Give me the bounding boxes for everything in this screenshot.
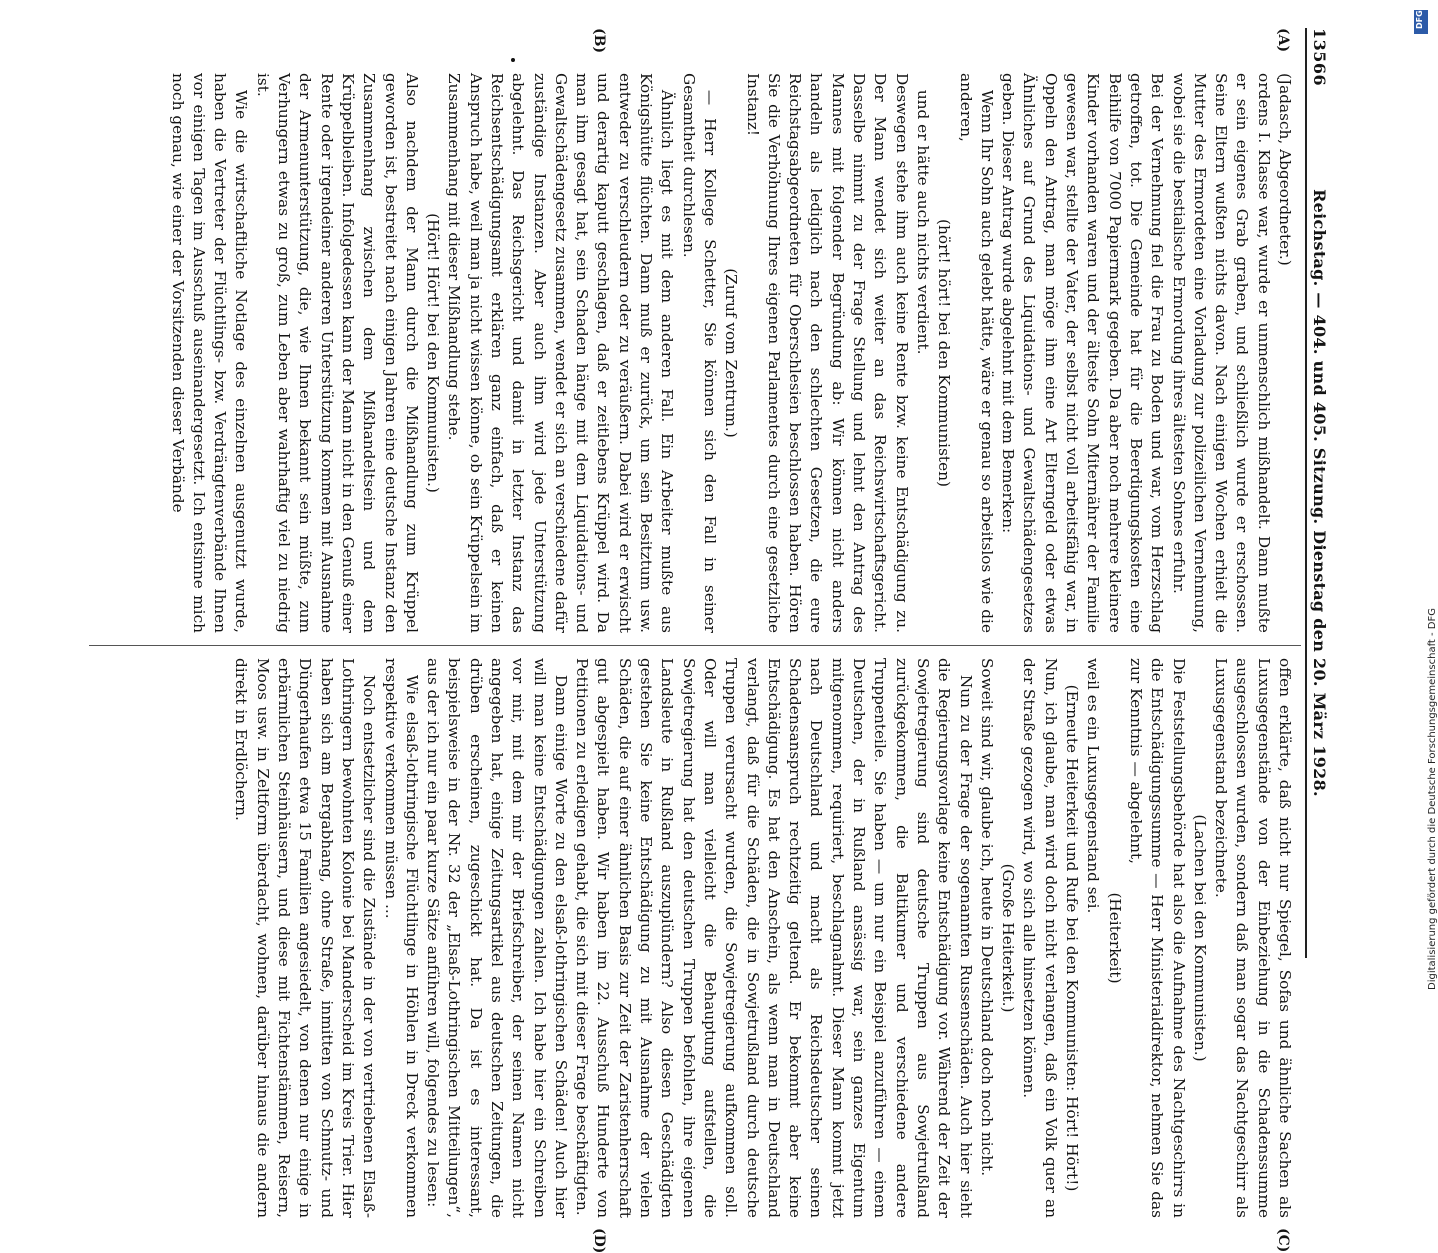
paragraph: offen erklärte, daß nicht nur Spiegel, Sofas und ähnliche Sachen als Luxusgegenstände von der Einbeziehung in die Schadenssumme ausgeschlossen wurden, sondern daß man sogar das Nachtgeschirr als Luxusgegenstand bezeichnete.: [1212, 658, 1294, 1218]
interjection: (Lachen bei den Kommunisten.): [1190, 814, 1209, 1062]
interjection: (Heiterkeit): [1105, 892, 1124, 984]
paragraph: — Herr Kollege Schetter, Sie können sich den Fall in seiner Gesamtheit durchlesen.: [679, 73, 719, 633]
interjection: (hört! hört! bei den Kommunisten): [935, 219, 954, 487]
margin-marker-c: (C): [1275, 1228, 1291, 1253]
paragraph: und er hätte auch nichts verdient.: [913, 89, 932, 355]
paragraph: Die Feststellungsbehörde hat also die Aufnahme des Nachtgeschirrs in die Entschädigungssumme — Herr Ministerialdirektor, nehmen Sie das zur Kenntnis — abgelehnt,: [1126, 658, 1188, 1218]
paragraph: Nun zu der Frage der sogenannten Russenschäden. Auch hier sieht die Regierungsvorlage keine Entschädigung vor. Während der Zeit der Sowjetregierung sind deutsche Truppen aus Sowjetrußland zurückgekommen, die Baltikumer und verschiedene andere Truppenteile. Sie haben — um nur ein Beispiel anzuführen — einem Deutschen, der in Rußland ansässig war, sein ganzes Eigentum mitgenommen, requiriert, beschlagnahmt. Dieser Mann kommt jetzt nach Deutschland und macht als Reichsdeutscher seinen Schadensanspruch rechtzeitig geltend. Er bekommt aber keine Entschädigung. Es hat den Anschein, als wenn man in Deutschland verlangt, daß für die Schäden, die in Sowjetrußland durch deutsche Truppen verursacht wurden, die Sowjetregierung aufkommen soll. Oder will man vielleicht die Behauptung aufstellen, die Sowjetregierung hat den deutschen Truppen befohlen, ihre eigenen Landsleute in Rußland auszuplündern? Also diesen Geschädigten gestehen Sie keine Entschädigung zu mit Ausnahme der vielen Schäden, die auf einer ähnlichen Basis zur Zeit der Zaristenherrschaft gut abgespielt haben. Wir haben im 22. Ausschuß Hunderte von Petitionen zu erledigen gehabt, die sich mit dieser Frage beschäftigten.: [573, 658, 975, 1218]
right-text-column: [230, 658, 1295, 1218]
paragraph: (Jadasch, Abgeordneter.): [1276, 73, 1294, 266]
interjection: (Große Heiterkeit.): [999, 863, 1018, 1013]
paragraph: Deswegen stehe ihm auch keine Rente bzw. keine Entschädigung zu. Der Mann wendet sich weiter an das Reichswirtschaftsgericht. Dasselbe nimmt zu der Frage Stellung und lehnt den Antrag des Mannes mit folgender Begründung ab: Wir können nicht anders handeln als lediglich nach den schlechten Gesetzen, die eure Reichstagsabgeordneten für Oberschlesien beschlossen haben. Hören Sie die Verhöhnung Ihres eigenen Parlamentes durch eine gesetzliche Instanz!: [743, 73, 911, 633]
paragraph: Soweit sind wir, glaube ich, heute in Deutschland doch noch nicht.: [977, 658, 996, 1177]
margin-marker-a: (A): [1275, 28, 1291, 53]
margin-marker-b: (B): [591, 28, 607, 54]
column-separator: [89, 645, 1301, 646]
paragraph: Noch entsetzlicher sind die Zustände in der von vertriebenen Elsaß-Lothringern bewohnten Kolonie bei Manderscheid im Kreis Trier. Hier haben sich am Bergabhang, ohne Straße, inmitten von Schmutz- und Düngerhaufen etwa 15 Familien angesiedelt, von denen nur einige in erbärmlichen Steinhäusern, und diese mit Fichtenstämmen, Reisern, Moos usw. in Zeltform überdacht, wohnen, darüber hinaus die andern direkt in Erdlöchern.: [232, 658, 379, 1218]
left-text-column: [166, 73, 1295, 633]
paragraph: Wenn Ihr Sohn auch gelebt hätte, wäre er genau so arbeitslos wie die anderen,: [956, 73, 996, 633]
page-header: [1305, 28, 1331, 958]
paragraph: Wie die wirtschaftliche Notlage des einzelnen ausgenutzt wurde, haben die Vertreter der Flüchtlings- bzw. Verdrängtenverbände Ihnen vor einigen Tagen im Ausschuß auseinandergesetzt. Ich entsinne mich noch genau, wie einer der Vorsitzenden dieser Verbände: [168, 73, 251, 633]
paragraph: Also nachdem der Mann durch die Mißhandlung zum Krüppel geworden ist, bestreitet nach einigen Jahren eine deutsche Instanz den Zusammenhang zwischen dem Mißhandeltsein und dem Krüppelbleiben. Infolgedessen kann der Mann nicht in den Genuß einer Rente oder irgendeiner anderen Unterstützung kommen mit Ausnahme der Armenunterstützung, die, wie Ihnen bekannt sein müßte, zum Verhungern etwas zu groß, zum Leben aber wahrhaftig viel zu niedrig ist.: [253, 73, 421, 633]
digitization-credit: Digitalisierung gefördert durch die Deutsche Forschungsgemeinschaft - DFG: [1427, 607, 1438, 990]
rotated-document-page: [80, 18, 1335, 1253]
interjection: (Erneute Heiterkeit und Rufe bei den Kommunisten: Hört! Hört!): [1063, 684, 1082, 1192]
paragraph: Nun, ich glaube, man wird doch nicht verlangen, daß ein Volk quer an der Straße gezogen wird, wo sich alle hinsetzen können.: [1020, 658, 1060, 1218]
print-speck: [511, 58, 515, 62]
header-rule: [1305, 28, 1307, 958]
paragraph: Bei der Vernehmung fiel die Frau zu Boden und war, vom Herzschlag getroffen, tot. Die Gemeinde hat für die Beerdigungskosten eine Beihilfe von 7000 Papiermark gegeben. Da aber noch mehrere kleinere Kinder vorhanden waren und der älteste Sohn Miternährer der Familie gewesen war, stellte der Vater, der selbst nicht voll arbeitsfähig war, in Oppeln den Antrag, man möge ihm eine Art Elterngeld oder etwas Ähnliches auf Grund des Liquidations- und Gewaltschädengesetzes geben. Dieser Antrag wurde abgelehnt mit dem Bemerken:: [999, 73, 1167, 633]
dfg-logo-stamp: DFG: [1414, 10, 1428, 34]
paragraph: ordens I. Klasse war, wurde er unmenschlich mißhandelt. Dann mußte er sein eigenes Grab graben, und schließlich wurde er erschossen. Seine Eltern wußten nichts davon. Nach einigen Wochen erhielt die Mutter des Ermordeten eine Vorladung zur polizeilichen Vernehmung, wobei sie die bestialische Ermordung ihres ältesten Sohnes erfuhr.: [1169, 73, 1273, 633]
paragraph: Ähnlich liegt es mit dem anderen Fall. Ein Arbeiter mußte aus Königshütte flüchten. Dann muß er zurück, um sein Besitztum usw. entweder zu verschleudern oder zu veräußern. Dabei wird er erwischt und derartig kaputt geschlagen, daß er zeitlebens Krüppel wird. Da man ihm gesagt hat, sein Schaden hänge mit dem Liquidations- und Gewaltschädengesetz zusammen, wendet er sich an verschiedene dafür zuständige Instanzen. Aber auch ihm wird jede Unterstützung abgelehnt. Das Reichsgericht und damit in letzter Instanz das Reichsentschädigungsamt erklären ganz einfach, daß er keinen Anspruch habe, weil man ja nicht wissen könne, ob sein Krüppelsein im Zusammenhang mit dieser Mißhandlung stehe.: [445, 73, 677, 633]
running-head: Reichstag. — 404. und 405. Sitzung. Dienstag den 20. März 1928.: [1310, 189, 1329, 797]
margin-marker-d: (D): [591, 1228, 607, 1253]
page-number: 13566: [1310, 28, 1329, 87]
paragraph: weil es ein Luxusgegenstand sei.: [1084, 658, 1103, 914]
paragraph: Dann einige Worte zu den elsaß-lothringischen Schäden! Auch hier will man keine Entschädigungen zahlen. Ich habe hier ein Schreiben vor mir, mit dem mir der Briefschreiber, der seinen Namen nicht angegeben hat, einige Zeitungsartikel aus deutschen Zeitungen, die drüben erscheinen, zugeschickt hat. Da ist es interessant, beispielsweise in der Nr. 32 der „Elsaß-Lothringischen Mitteilungen“, aus der ich nur ein paar kurze Sätze anführen will, folgendes zu lesen:: [424, 658, 570, 1218]
paragraph: Wie elsaß-lothringische Flüchtlinge in Höhlen in Dreck verkommen respektive verkommen müssen ...: [381, 658, 421, 1218]
interjection: (Zuruf vom Zentrum.): [722, 268, 741, 438]
interjection: (Hört! Hört! bei den Kommunisten.): [424, 213, 443, 493]
